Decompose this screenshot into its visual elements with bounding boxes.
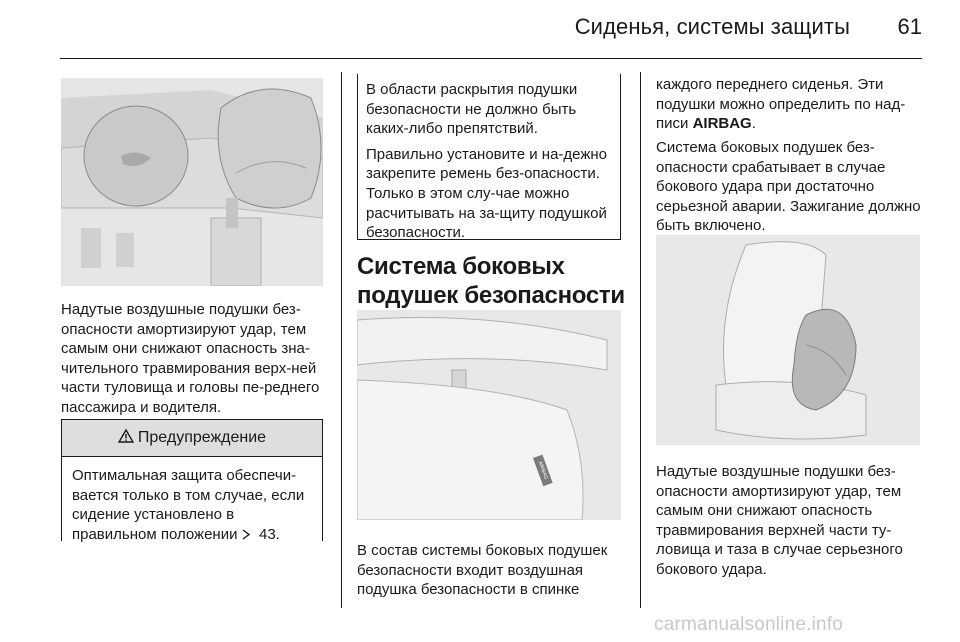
notice-box [357,74,621,240]
notice-paragraph-1: В области раскрытия подушки безопасности не должно быть каких-либо препятствий. [366,81,578,138]
front-airbags-illustration [61,78,323,286]
seat-side-airbag-label-illustration [357,310,621,520]
warning-text [62,457,322,544]
side-airbag-body: В состав системы боковых подушек безопасности входит воздушная подушка безопасности в спинке [357,542,608,599]
warning-title: Предупреждение [137,429,267,446]
right-paragraph-1 [656,75,928,134]
header-divider [60,58,922,59]
side-airbags-caption: Надутые воздушные подушки без-опасности амортизируют удар, тем самым они снижают опасность травмирования верхней части ту-ловища и таза в случае серьезного бокового удара. [656,463,903,578]
notice-paragraph-2: Правильно установите и на-дежно закрепите ремень без-опасности. Только в этом слу-чае можно расчитывать на за-щиту подушкой безопасности. [366,145,607,242]
section-title: Система боковых подушек безопасности [357,253,625,309]
front-airbags-caption: Надутые воздушные подушки без-опасности амортизируют удар, тем самым они снижают опасность зна-чительного травмирования верх-ней части туловища и головы пе-реднего пассажира и водителя. [61,301,320,416]
column-divider-left [341,72,342,608]
warning-header [62,419,322,457]
warning-box [61,419,323,541]
column-divider-right [640,72,641,608]
airbag-tag-label: AIRBAG [536,460,549,481]
right-paragraph-2: Система боковых подушек без-опасности срабатывает в случае бокового удара при достаточно серьезной аварии. Зажигание должно быть включено. [656,139,921,235]
side-airbag-figure [656,235,920,445]
warning-triangle-icon [118,429,134,448]
right-paragraph-1-end: . [751,115,756,133]
arrow-ref-icon[interactable] [242,526,255,543]
front-airbags-figure [61,78,323,286]
airbag-term: AIRBAG [692,115,752,133]
page-number: 61 [897,14,922,39]
inflated-side-airbag-illustration [656,235,920,445]
site-watermark: carmanualsonline.info [654,614,844,635]
warning-page-ref[interactable]: 43. [259,525,280,543]
right-paragraph-1-text: каждого переднего сиденья. Эти подушки можно определить по над-писи [656,76,906,133]
page-header-title: Сиденья, системы защиты [574,14,850,39]
warning-text-body: Оптимальная защита обеспечи-вается только в том случае, если сидение установлено в правильном положении [72,467,305,543]
seat-label-figure [357,310,621,520]
